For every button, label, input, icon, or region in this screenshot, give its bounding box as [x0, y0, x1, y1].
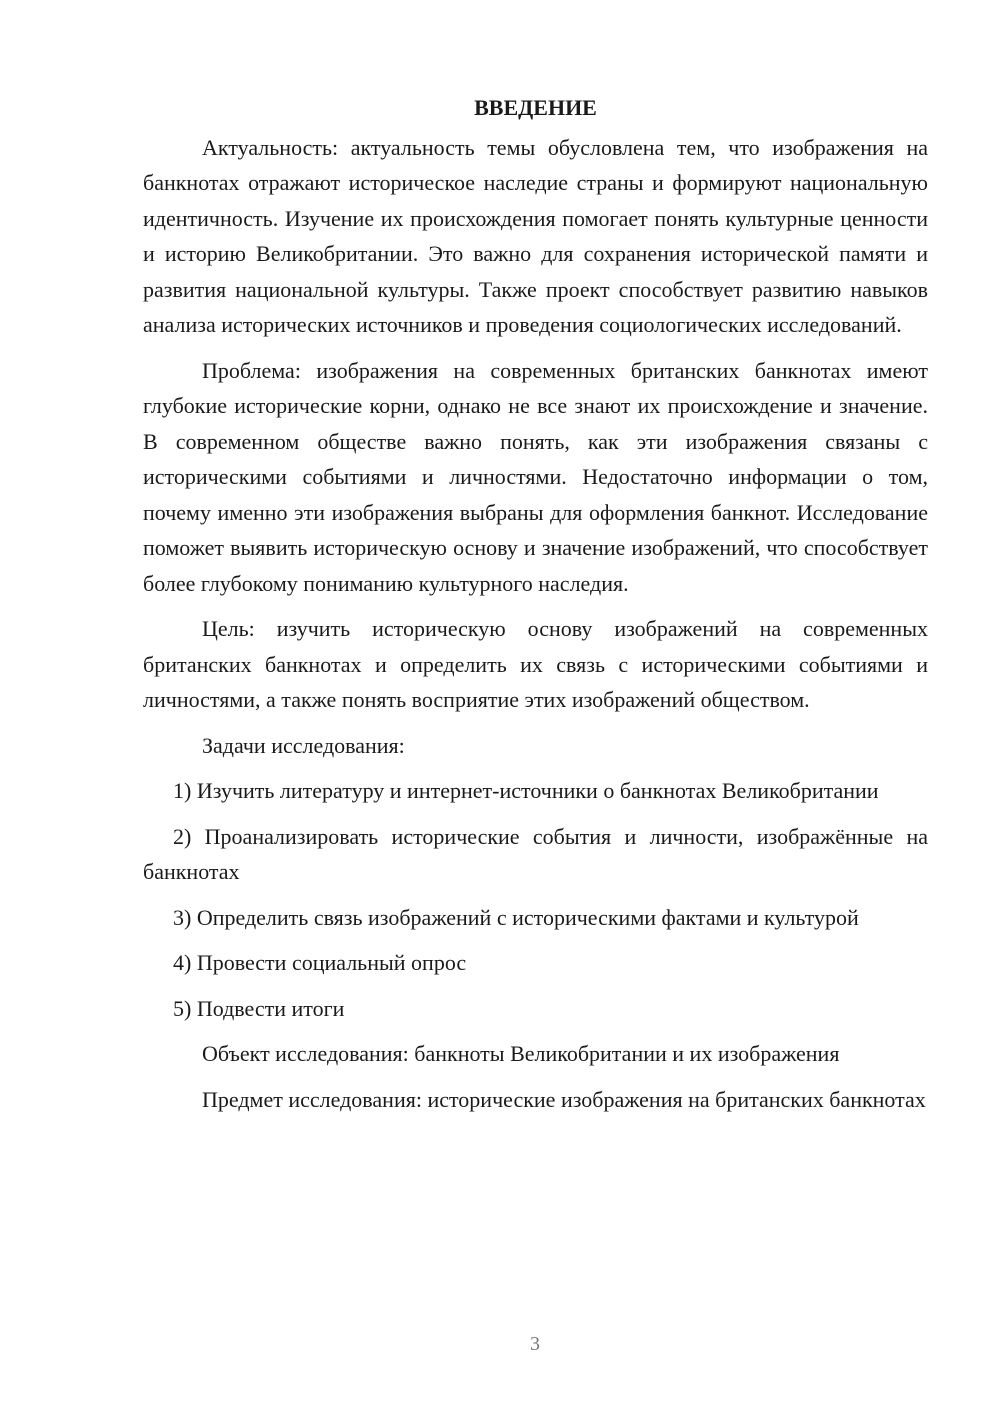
task-item-3: 3) Определить связь изображений с историческими фактами и культурой — [173, 904, 859, 930]
paragraph-tasks-heading: Задачи исследования: — [202, 732, 405, 758]
paragraph-problem: Проблема: изображения на современных британских банкнотах имеют глубокие исторические корни, однако не все знают их происхождение и значение. В современном обществе важно понять, как эти изображения связаны с историческими событиями и личностями. Недостаточно информации о том, почему именно эти изображения выбраны для оформления банкнот. Исследование поможет выявить историческую основу и значение изображений, что способствует более глубокому пониманию культурного наследия. — [143, 357, 928, 596]
paragraph-goal: Цель: изучить историческую основу изображений на современных британских банкнотах и определить их связь с историческими событиями и личностями, а также понять восприятие этих изображений обществом. — [143, 616, 928, 712]
document-page — [143, 90, 928, 1127]
paragraph-relevance: Актуальность: актуальность темы обусловлена тем, что изображения на банкнотах отражают историческое наследие страны и формируют национальную идентичность. Изучение их происхождения помогает понять культурные ценности и историю Великобритании. Это важно для сохранения исторической памяти и развития национальной культуры. Также проект способствует развитию навыков анализа исторических источников и проведения социологических исследований. — [143, 134, 928, 337]
page-number: 3 — [530, 1333, 540, 1355]
section-title: ВВЕДЕНИЕ — [474, 95, 597, 120]
task-item-5: 5) Подвести итоги — [173, 995, 345, 1021]
task-item-4: 4) Провести социальный опрос — [173, 950, 467, 975]
task-item-2: 2) Проанализировать исторические события и личности, изображённые на банкнотах — [143, 823, 928, 884]
paragraph-subject: Предмет исследования: исторические изображения на британских банкнотах — [202, 1086, 926, 1112]
paragraph-object: Объект исследования: банкноты Великобритании и их изображения — [202, 1041, 840, 1066]
task-item-1: 1) Изучить литературу и интернет-источники о банкнотах Великобритании — [173, 778, 879, 803]
